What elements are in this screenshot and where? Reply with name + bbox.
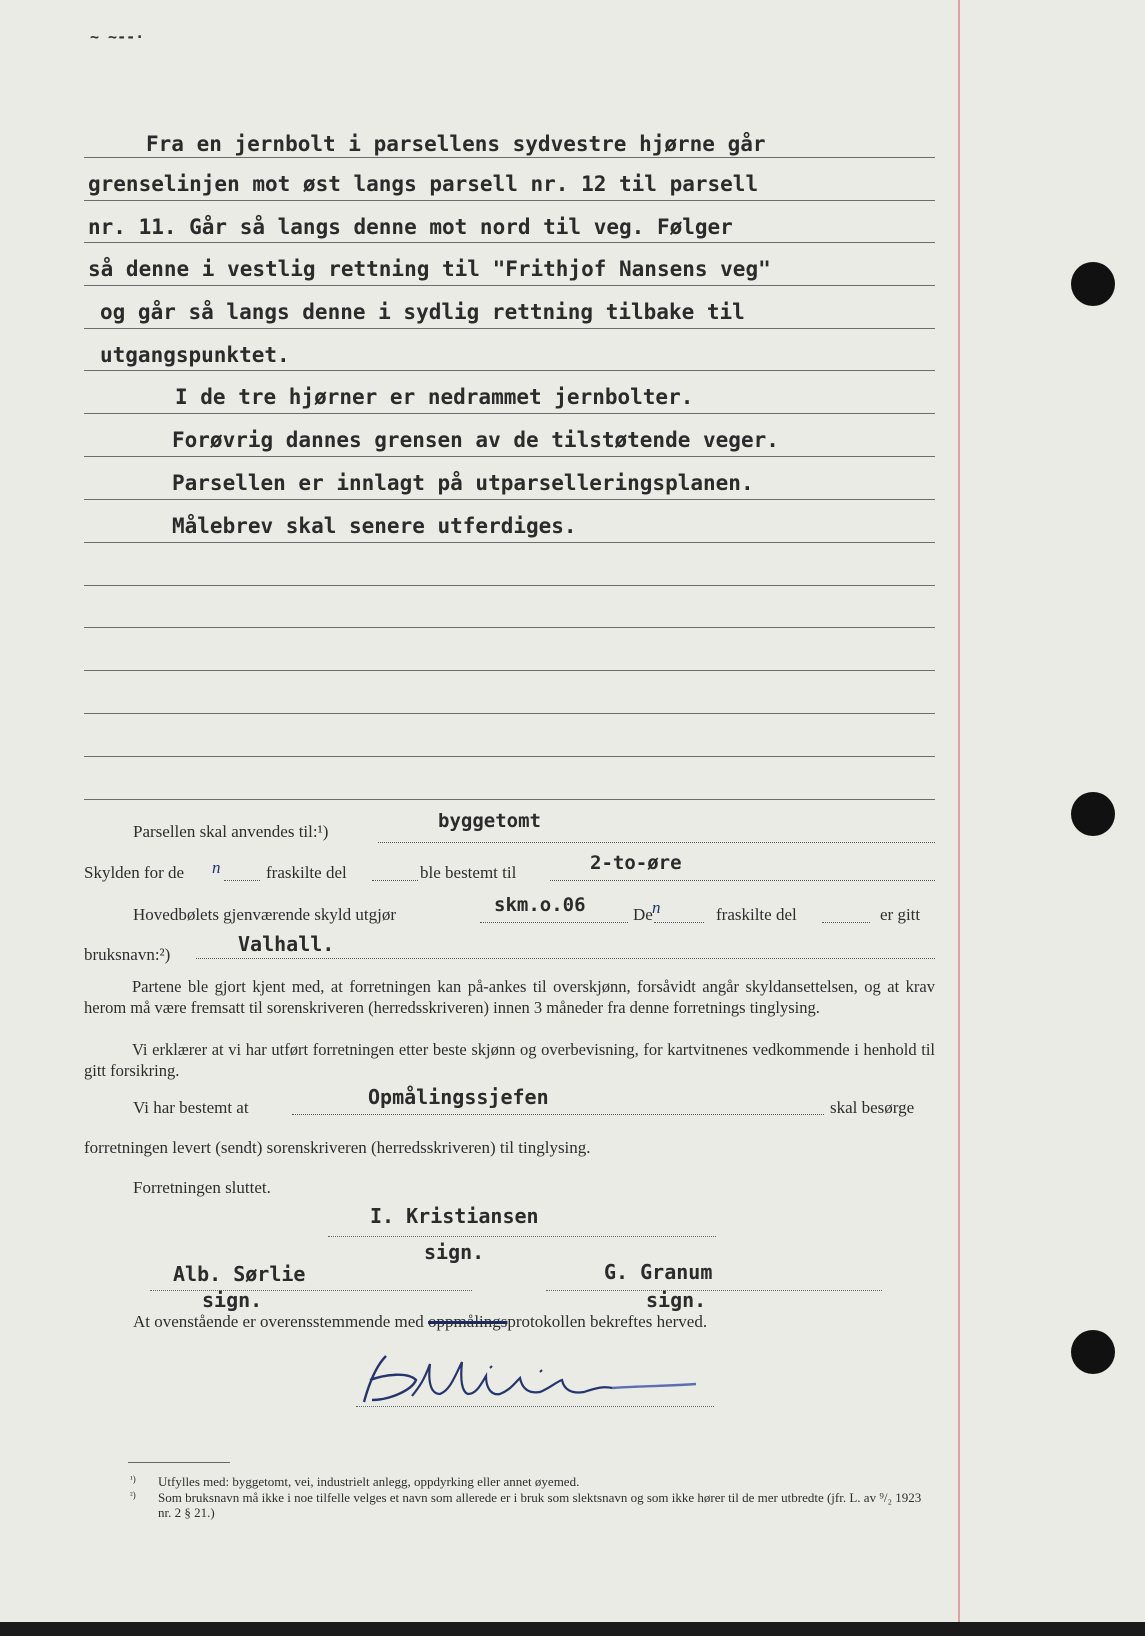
- ruled-line: [84, 370, 935, 371]
- declaration-paragraph: Vi erklærer at vi har utført forretningen etter beste skjønn og overbevisning, for kartvitnenes vedkommende i henhold til gitt forsikring.: [84, 1040, 935, 1080]
- signature-line: [328, 1236, 716, 1237]
- footnote-ref: ²): [130, 1490, 136, 1500]
- use-dotted-line: [378, 842, 935, 843]
- bestemt-value: Opmålingssjefen: [368, 1085, 549, 1109]
- dotted-line: [822, 922, 870, 923]
- dotted-line: [292, 1114, 824, 1115]
- bestemt-label: Vi har bestemt at: [133, 1098, 249, 1117]
- skyld-label-3: ble bestemt til: [420, 863, 517, 882]
- signature-left-sign: sign.: [202, 1288, 263, 1312]
- attest-line: [133, 1312, 707, 1332]
- skyld-label: Skylden for de: [84, 863, 185, 882]
- typed-line: og går så langs denne i sydlig rettning tilbake til: [100, 300, 745, 324]
- ruled-line: [84, 627, 935, 628]
- attest-before: At ovenstående er overensstemmende med: [133, 1312, 424, 1331]
- use-label: Parsellen skal anvendes til:¹): [133, 822, 329, 841]
- dotted-line: [550, 880, 935, 881]
- use-value: byggetomt: [438, 810, 541, 832]
- typed-line: I de tre hjørner er nedrammet jernbolter.: [175, 385, 694, 409]
- signature-right-sign: sign.: [646, 1288, 707, 1312]
- hoved-label-4: er gitt: [880, 905, 921, 924]
- hoved-handwritten: n: [652, 898, 661, 917]
- skyld-label-2: fraskilte del: [266, 863, 347, 882]
- bruksnavn-label: bruksnavn:²): [84, 945, 171, 964]
- punch-hole: [1071, 792, 1115, 836]
- ruled-line: [84, 756, 935, 757]
- signature-left-name: Alb. Sørlie: [173, 1262, 306, 1286]
- ruled-line: [84, 499, 935, 500]
- footnote-text: Som bruksnavn må ikke i noe tilfelle velges et navn som allerede er i bruk som slektsnavn og som ikke hører til de mer utbredte (jfr. L. av ⁹/₂ 1923 nr. 2 § 21.): [158, 1490, 922, 1520]
- signature-center-sign: sign.: [424, 1240, 485, 1264]
- typed-line: grenselinjen mot øst langs parsell nr. 12 til parsell: [88, 172, 759, 196]
- signature-right-name: G. Granum: [604, 1260, 713, 1284]
- typed-line: så denne i vestlig rettning til "Frithjof Nansens veg": [88, 257, 771, 281]
- corner-mark: ~ ~--·: [90, 28, 145, 46]
- typed-line: Parsellen er innlagt på utparselleringsplanen.: [172, 471, 754, 495]
- ruled-line: [84, 242, 935, 243]
- punch-hole: [1071, 1330, 1115, 1374]
- typed-line: Fra en jernbolt i parsellens sydvestre hjørne går: [146, 132, 766, 156]
- bestemt-label-2: skal besørge: [830, 1098, 915, 1117]
- attest-after: protokollen bekreftes herved.: [507, 1312, 708, 1331]
- footnote-ref: ¹): [130, 1474, 136, 1484]
- skyld-value: 2-to-øre: [590, 852, 682, 874]
- attest-struck-word: oppmålings: [428, 1312, 508, 1331]
- dotted-line: [224, 880, 260, 881]
- ruled-line: [84, 456, 935, 457]
- typed-line: Målebrev skal senere utferdiges.: [172, 514, 577, 538]
- signature-center-name: I. Kristiansen: [370, 1204, 539, 1228]
- punch-hole: [1071, 262, 1115, 306]
- appeal-paragraph: Partene ble gjort kjent med, at forretningen kan på-ankes til overskjønn, forsåvidt angår skyldansettelsen, og at krav herom må være fremsatt til sorenskriveren (herredsskriveren) innen 3 måneder fra denne forretnings tinglysing.: [84, 977, 935, 1017]
- handwritten-signature: [350, 1350, 710, 1410]
- signature-line: [150, 1290, 472, 1291]
- ruled-line: [84, 285, 935, 286]
- ruled-line: [84, 542, 935, 543]
- skyld-handwritten: n: [212, 858, 221, 877]
- bruksnavn-value: Valhall.: [238, 932, 335, 956]
- dotted-line: [654, 922, 704, 923]
- ruled-line: [84, 713, 935, 714]
- footnote-rule: [128, 1462, 230, 1463]
- footnote-text: Utfylles med: byggetomt, vei, industrielt anlegg, oppdyrking eller annet øyemed.: [158, 1474, 580, 1489]
- typed-line: Forøvrig dannes grensen av de tilstøtende veger.: [172, 428, 779, 452]
- ruled-line: [84, 200, 935, 201]
- dotted-line: [372, 880, 418, 881]
- ruled-line: [84, 157, 935, 158]
- sluttet-text: Forretningen sluttet.: [133, 1178, 271, 1197]
- dotted-line: [480, 922, 628, 923]
- margin-rule: [958, 0, 960, 1622]
- hoved-label-3: fraskilte del: [716, 905, 797, 924]
- typed-line: nr. 11. Går så langs denne mot nord til veg. Følger: [88, 215, 733, 239]
- typed-line: utgangspunktet.: [100, 343, 290, 367]
- ruled-line: [84, 670, 935, 671]
- ruled-line: [84, 799, 935, 800]
- hoved-value: skm.o.06: [494, 894, 586, 916]
- ruled-line: [84, 413, 935, 414]
- ruled-line: [84, 585, 935, 586]
- hoved-label: Hovedbølets gjenværende skyld utgjør: [133, 905, 396, 924]
- hoved-label-2: De: [633, 905, 653, 924]
- dotted-line: [196, 958, 935, 959]
- signature-line: [356, 1406, 714, 1407]
- levert-text: forretningen levert (sendt) sorenskriveren (herredsskriveren) til tinglysing.: [84, 1138, 591, 1157]
- ruled-line: [84, 328, 935, 329]
- signature-line: [546, 1290, 882, 1291]
